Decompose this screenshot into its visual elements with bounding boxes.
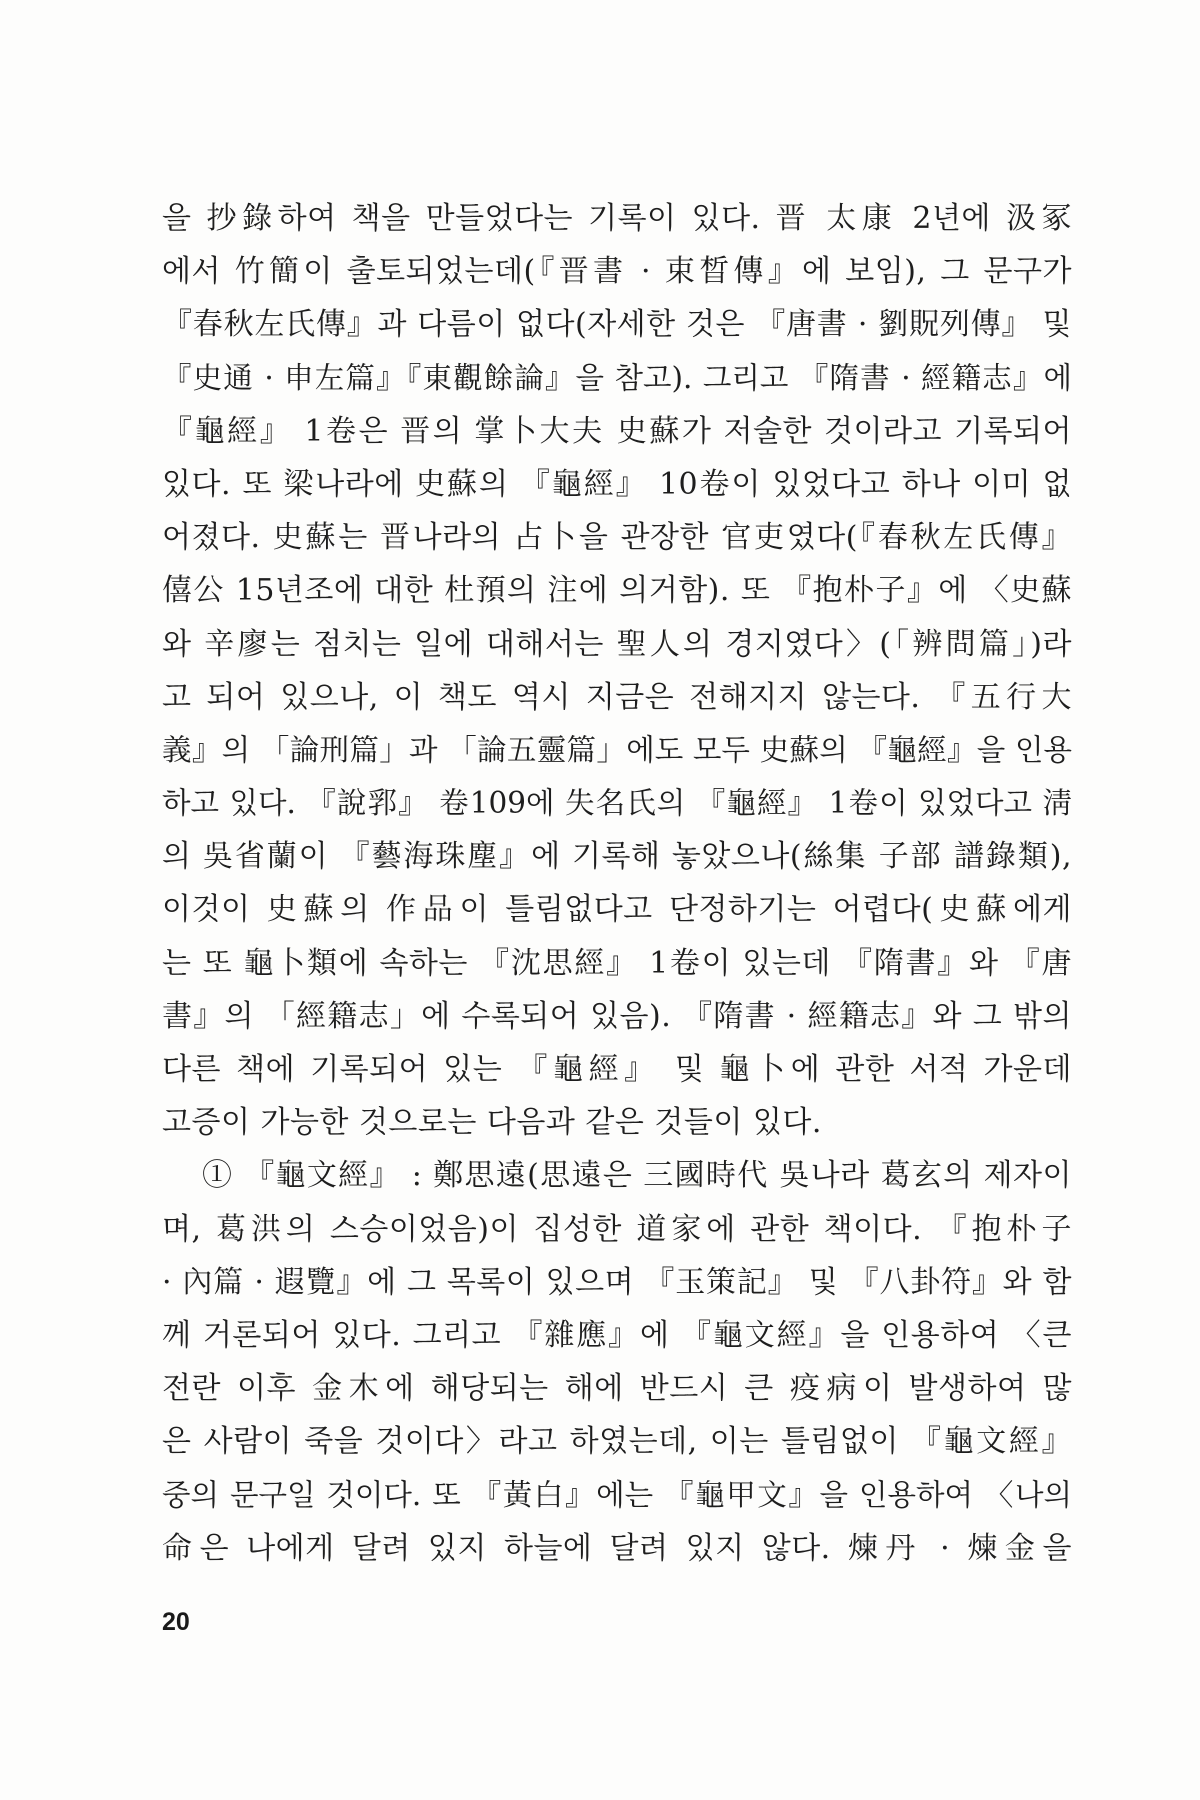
text-line: 전란 이후 金木에 해당되는 해에 반드시 큰 疫病이 발생하여 많 [162, 1371, 1072, 1407]
text-line: 와 辛廖는 점치는 일에 대해서는 聖人의 경지였다〉(「辨問篇」)라 [162, 626, 1072, 662]
text-line: 은 사람이 죽을 것이다〉라고 하였는데, 이는 틀림없이 『龜文經』 [162, 1424, 1072, 1460]
page-number: 20 [162, 1608, 190, 1636]
list-item-first-line: ① 『龜文經』 : 鄭思遠(思遠은 三國時代 吳나라 葛玄의 제자이 [202, 1158, 1072, 1194]
text-line: 중의 문구일 것이다. 또 『黃白』에는 『龜甲文』을 인용하여 〈나의 [162, 1477, 1072, 1512]
text-line: 『春秋左氏傳』과 다름이 없다(자세한 것은 『唐書 · 劉貺列傳』 및 [162, 307, 1072, 343]
text-line: 이것이 史蘇의 作品이 틀림없다고 단정하기는 어렵다(史蘇에게 [162, 892, 1072, 928]
text-line: 의 吳省蘭이 『藝海珠塵』에 기록해 놓았으나(絲集 子部 譜錄類), [162, 839, 1072, 875]
text-line: 을 抄錄하여 책을 만들었다는 기록이 있다. 晋 太康 2년에 汲冢 [162, 201, 1072, 236]
text-line: 며, 葛洪의 스승이었음)이 집성한 道家에 관한 책이다. 『抱朴子 [162, 1211, 1072, 1247]
paragraph-end-line: 고증이 가능한 것으로는 다음과 같은 것들이 있다. [162, 1105, 822, 1141]
text-line: 義』의 「論刑篇」과 「論五靈篇」에도 모두 史蘇의 『龜經』을 인용 [162, 732, 1072, 767]
text-line: 命은 나에게 달려 있지 하늘에 달려 있지 않다. 煉丹 · 煉金을 [162, 1530, 1072, 1566]
text-line: 『史通 · 申左篇』『東觀餘論』을 참고). 그리고 『隋書 · 經籍志』에 [162, 360, 1072, 395]
text-line: 하고 있다. 『說郛』 卷109에 失名氏의 『龜經』 1卷이 있었다고 淸 [162, 786, 1072, 821]
text-line: 어졌다. 史蘇는 晋나라의 占卜을 관장한 官吏였다(『春秋左氏傳』 [162, 520, 1072, 556]
text-line: 書』의 「經籍志」에 수록되어 있음). 『隋書 · 經籍志』와 그 밖의 [162, 998, 1072, 1034]
text-line: 에서 竹簡이 출토되었는데(『晋書 · 束晳傳』에 보임), 그 문구가 [162, 254, 1072, 290]
text-line: 있다. 또 梁나라에 史蘇의 『龜經』 10卷이 있었다고 하나 이미 없 [162, 466, 1072, 502]
text-line: 僖公 15년조에 대한 杜預의 注에 의거함). 또 『抱朴子』에 〈史蘇 [162, 573, 1072, 609]
text-line: 께 거론되어 있다. 그리고 『雜應』에 『龜文經』을 인용하여 〈큰 [162, 1317, 1072, 1353]
text-line: 『龜經』 1卷은 晋의 掌卜大夫 史蘇가 저술한 것이라고 기록되어 [162, 413, 1072, 449]
text-line: 고 되어 있으나, 이 책도 역시 지금은 전해지지 않는다. 『五行大 [162, 679, 1072, 715]
text-line: 는 또 龜卜類에 속하는 『沈思經』 1卷이 있는데 『隋書』와 『唐 [162, 945, 1072, 981]
text-line: · 內篇 · 遐覽』에 그 목록이 있으며 『玉策記』 및 『八卦符』와 함 [162, 1264, 1072, 1300]
body-text [162, 192, 1072, 1575]
text-line: 다른 책에 기록되어 있는 『龜經』 및 龜卜에 관한 서적 가운데 [162, 1052, 1072, 1087]
